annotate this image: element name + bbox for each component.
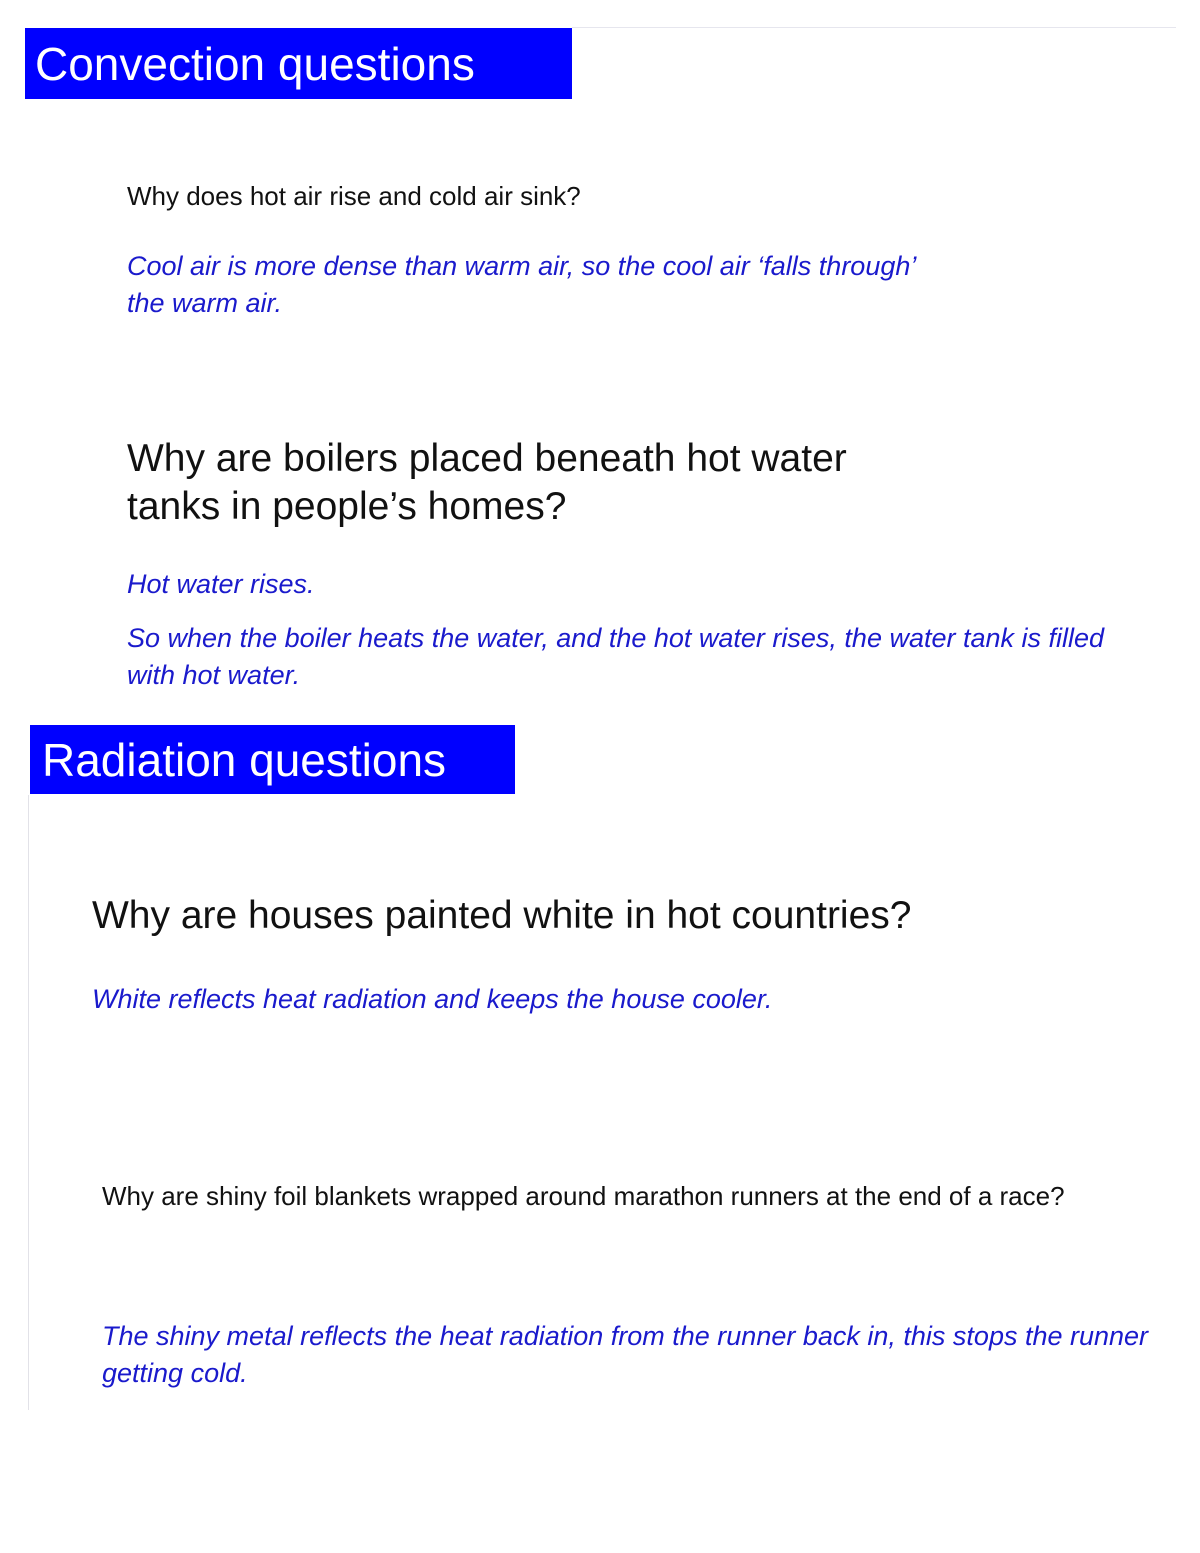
convection-heading <box>25 28 572 99</box>
convection-answer-1: Cool air is more dense than warm air, so the cool air ‘falls through’ the warm air. <box>127 251 915 318</box>
radiation-heading <box>30 725 515 794</box>
convection-heading-text: Convection questions <box>35 37 475 90</box>
top-divider <box>572 27 1176 28</box>
radiation-heading-text: Radiation questions <box>42 733 447 786</box>
convection-answer-2a: Hot water rises. <box>127 569 315 599</box>
convection-question-1: Why does hot air rise and cold air sink? <box>127 181 581 211</box>
left-divider <box>28 795 29 1410</box>
radiation-answer-2: The shiny metal reflects the heat radiation from the runner back in, this stops the runner getting cold. <box>102 1321 1149 1388</box>
convection-question-2: Why are boilers placed beneath hot water tanks in people’s homes? <box>127 437 847 528</box>
radiation-answer-1: White reflects heat radiation and keeps the house cooler. <box>92 984 773 1014</box>
radiation-question-2: Why are shiny foil blankets wrapped around marathon runners at the end of a race? <box>102 1181 1065 1211</box>
radiation-question-1: Why are houses painted white in hot countries? <box>92 894 912 937</box>
convection-answer-2b: So when the boiler heats the water, and the hot water rises, the water tank is filled with hot water. <box>127 623 1105 690</box>
